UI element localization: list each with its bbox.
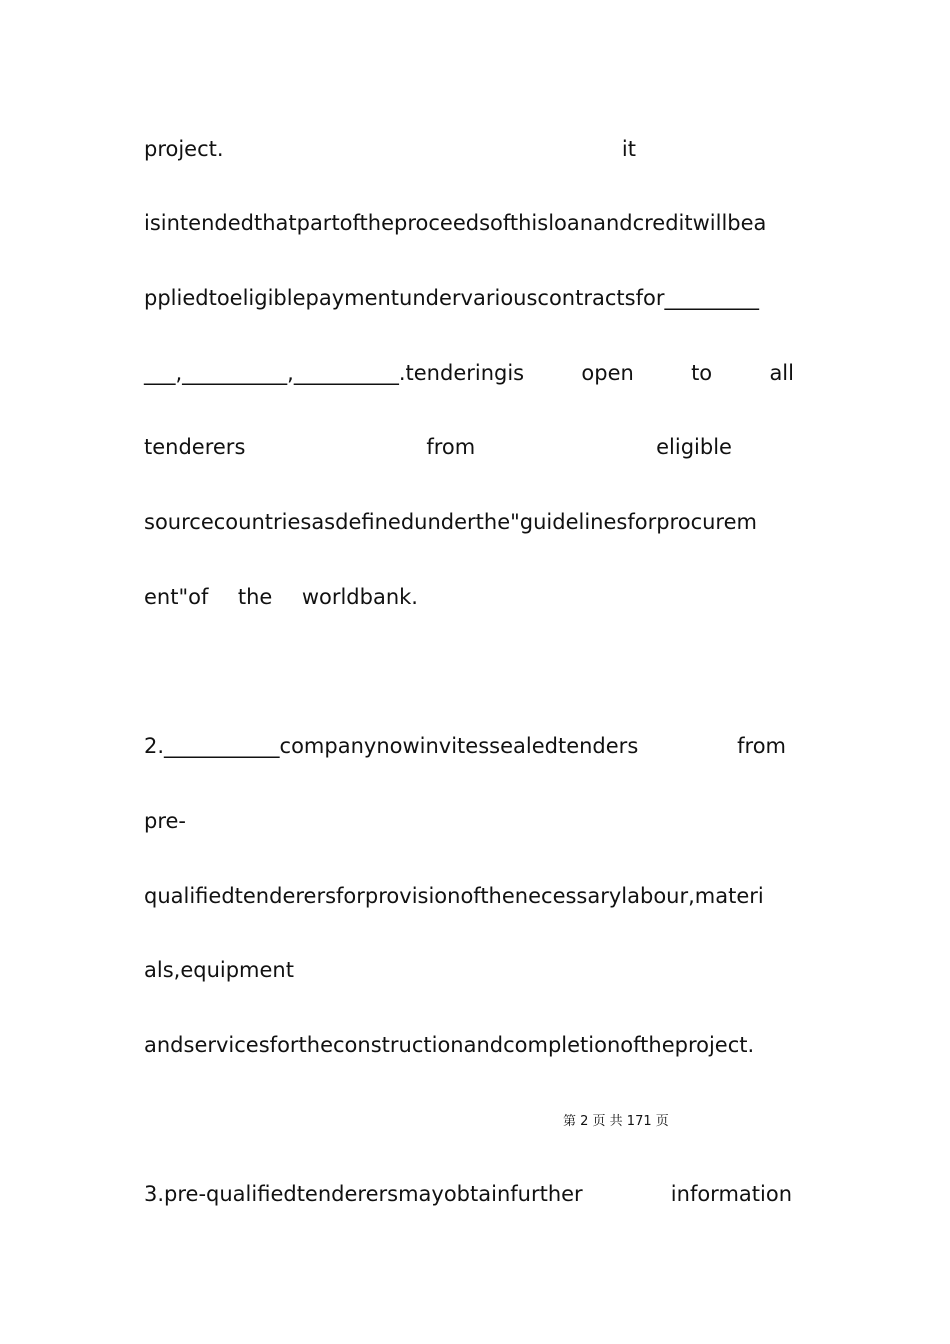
- text-line: isintendedthatpartoftheproceedsofthisloanandcreditwillbea: [144, 211, 767, 235]
- word: the: [237, 585, 273, 609]
- word: it: [621, 137, 636, 161]
- text-line: qualifiedtenderersforprovisionofthenecessarylabour,materi: [144, 884, 764, 908]
- text-line: [144, 432, 732, 462]
- word: from: [737, 734, 786, 758]
- text-line: andservicesfortheconstructionandcompletionoftheproject.: [144, 1033, 755, 1057]
- text-line: sourcecountriesasdefinedunderthe"guidelinesforprocurem: [144, 510, 757, 534]
- word: 3.pre-qualifiedtenderersmayobtainfurther: [144, 1182, 583, 1206]
- text-line: ppliedtoeligiblepaymentundervariouscontractsfor_________: [144, 286, 759, 310]
- word: eligible: [656, 435, 732, 459]
- text-line: als,equipment: [144, 958, 294, 982]
- text-line: [144, 358, 794, 388]
- word: open: [581, 361, 634, 385]
- word: to: [691, 361, 713, 385]
- text-line: pre-: [144, 809, 186, 833]
- word: ___,__________,__________.tenderingis: [144, 361, 525, 385]
- word: 2.___________companynowinvitessealedtenders: [144, 734, 639, 758]
- page-number: 第 2 页 共 171 页: [563, 1114, 669, 1129]
- word: ent"of: [144, 585, 209, 609]
- word: all: [769, 361, 794, 385]
- word: project.: [144, 137, 224, 161]
- word: tenderers: [144, 435, 246, 459]
- word: information: [670, 1182, 792, 1206]
- text-line: [144, 582, 418, 612]
- word: from: [426, 435, 476, 459]
- text-line: [144, 731, 786, 761]
- text-line: [144, 134, 636, 164]
- word: worldbank.: [301, 585, 418, 609]
- text-line: [144, 1179, 792, 1209]
